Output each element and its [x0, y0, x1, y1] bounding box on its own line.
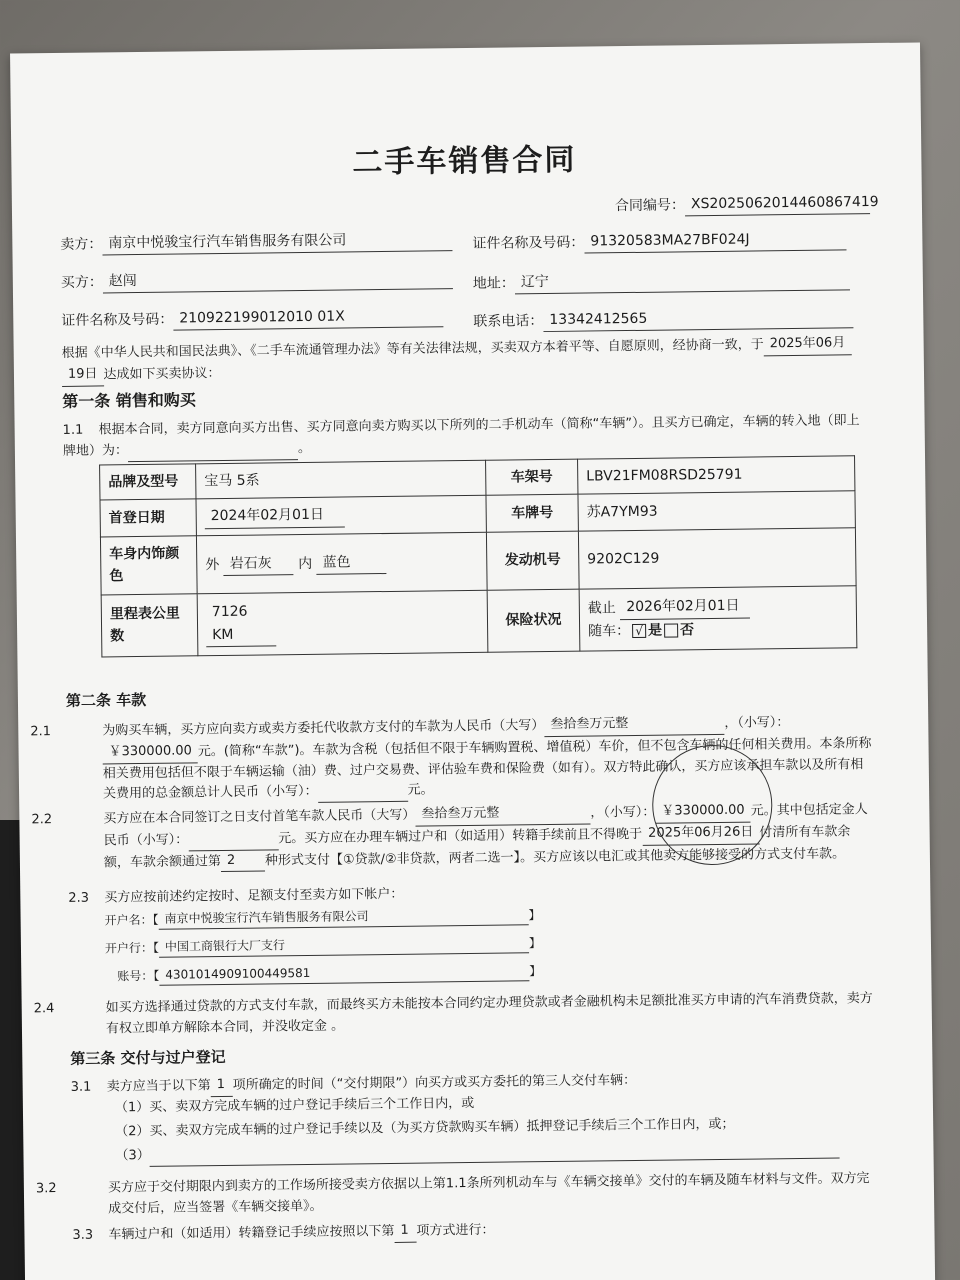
document-title: 二手车销售合同 — [352, 142, 577, 181]
seller-value: 南京中悦骏宝行汽车销售服务有限公司 — [102, 228, 452, 256]
clause-1-1 — [63, 411, 868, 462]
buyer-label: 买方： — [60, 274, 103, 291]
clause-3-2-text: 买方应于交付期限内到卖方的工作场所接受卖方依据以上第1.1条所列机动车与《车辆交接单》交付的车辆及随车材料与文件。双方完成交付后，应当签署《车辆交接单》。 — [107, 1171, 870, 1217]
engine-label: 发动机号 — [486, 531, 579, 590]
color-label: 车身内饰颜色 — [100, 536, 197, 595]
exterior-prefix: 外 — [205, 556, 220, 573]
account-bank-value: 中国工商银行大厂支行 — [159, 933, 529, 958]
page-content — [30, 43, 879, 1243]
clause-3-2 — [35, 1169, 877, 1220]
engine-value: 9202C129 — [578, 528, 856, 589]
clause-3-1-item-3-label: （3） — [115, 1147, 150, 1164]
seller-id-row — [472, 227, 846, 255]
contract-page — [10, 42, 935, 1280]
delivery-option: 1 — [211, 1075, 233, 1097]
article-2-title: 第二条 车款 — [65, 690, 147, 710]
clause-2-4 — [33, 989, 875, 1040]
balance-due-date: 2025年06月26日 — [642, 822, 759, 845]
clause-3-2-number: 3.2 — [35, 1181, 57, 1197]
total-lower-amount: ￥330000.00 — [102, 741, 198, 764]
contract-number — [614, 191, 879, 218]
mileage-label: 里程表公里数 — [101, 594, 198, 657]
intro-date-b: 19日 — [62, 364, 104, 386]
intro-date-a: 2025年06月 — [764, 333, 852, 356]
clause-2-2-text-f: 种形式支付【①贷款/②非贷款，两者二选一】。买方应该以电汇或其他卖方能够接受的方式支付车款。 — [264, 846, 846, 869]
clause-2-1-text-b: ，（小写）： — [724, 715, 790, 731]
phone-label: 联系电话： — [473, 313, 544, 330]
insurance-with-car-line — [588, 617, 848, 643]
insurance-label: 保险状况 — [487, 589, 580, 652]
clause-2-2 — [31, 799, 873, 874]
vin-label: 车架号 — [486, 459, 578, 496]
insurance-cell — [579, 586, 857, 651]
clause-3-1-item-2: （2）买、卖双方完成车辆的过户登记手续以及（为买方贷款购买车辆）抵押登记手续后三个工作日内，或； — [115, 1116, 735, 1140]
mileage-cell — [197, 590, 488, 656]
intro-tail: 达成如下买卖协议： — [103, 365, 221, 383]
clause-3-3-number: 3.3 — [72, 1227, 94, 1243]
clause-1-1-number: 1.1 — [62, 422, 84, 438]
clause-3-3-text-a: 车辆过户和（如适用）转籍登记手续应按照以下第 — [108, 1223, 395, 1243]
brand-value: 宝马 5系 — [196, 460, 486, 499]
intro-text: 根据《中华人民共和国民法典》、《二手车流通管理办法》等有关法律法规，买卖双方本着平等、自愿原则，经协商一致，于 — [61, 337, 764, 361]
seller-id-value: 91320583MA27BF024J — [584, 227, 846, 254]
address-label: 地址： — [472, 275, 515, 292]
total-fees-field — [318, 784, 408, 803]
transfer-option: 1 — [394, 1221, 416, 1243]
yes-label: 是 — [648, 622, 663, 639]
clause-3-1-item-3 — [115, 1138, 839, 1168]
account-name-value: 南京中悦骏宝行汽车销售服务有限公司 — [159, 905, 529, 930]
bracket-close: 】 — [528, 908, 541, 923]
address-row — [473, 267, 850, 295]
reg-date-value: 2024年02月01日 — [205, 504, 345, 529]
table-row — [101, 586, 857, 657]
no-label: 否 — [680, 622, 695, 639]
insurance-until-line — [588, 594, 848, 621]
reg-date-label: 首登日期 — [100, 499, 196, 537]
bracket-close: 】 — [529, 964, 542, 979]
yes-checkbox[interactable]: √ — [632, 624, 646, 638]
clause-2-1-text-a: 为购买车辆，买方应向卖方或卖方委托代收款方支付的车款为人民币（大写） — [102, 718, 545, 739]
clause-3-1-item-3-field — [150, 1140, 840, 1166]
clause-2-1-number: 2.1 — [30, 724, 52, 740]
buyer-id-label: 证件名称及号码： — [61, 311, 174, 329]
reg-date-cell — [196, 496, 486, 536]
buyer-id-value: 210922199012010 01X — [173, 304, 443, 331]
address-value: 辽宁 — [515, 267, 850, 294]
deposit-field — [188, 832, 278, 851]
account-number-label: 账号：【 — [117, 968, 160, 984]
clause-2-2-text-e: 付清所有车款余额，车款余额通过第 — [103, 824, 851, 871]
with-car-label: 随车： — [588, 622, 631, 640]
table-row — [100, 528, 856, 595]
payment-option: 2 — [221, 850, 265, 872]
phone-row — [473, 305, 853, 333]
vehicle-info-table — [99, 455, 857, 657]
clause-2-3-number: 2.3 — [68, 890, 90, 906]
clause-2-2-text-c: 元。其中包括定金人民币（小写）： — [103, 802, 868, 849]
clause-2-3-text: 买方应按前述约定按时、足额支付至卖方如下帐户： — [104, 886, 404, 906]
seller-row — [60, 228, 452, 256]
clause-3-3-text-b: 项方式进行： — [416, 1222, 495, 1239]
account-name-label: 开户名：【 — [104, 912, 159, 928]
first-payment-lower: ￥330000.00 — [655, 801, 751, 824]
register-place-field — [128, 442, 298, 462]
account-number-value: 4301014909100449581 — [159, 961, 529, 986]
seller-label: 卖方： — [60, 236, 103, 253]
vin-value: LBV21FM08RSD25791 — [578, 456, 855, 495]
clause-3-1-number: 3.1 — [70, 1079, 92, 1095]
clause-3-1-text-a: 卖方应当于以下第 — [106, 1078, 211, 1095]
insurance-until-prefix: 截止 — [587, 600, 616, 617]
clause-2-1-text-d: 元。 — [407, 782, 434, 799]
buyer-value: 赵闯 — [103, 266, 453, 294]
account-bank-label: 开户行：【 — [104, 940, 160, 956]
clause-3-3 — [72, 1215, 877, 1247]
clause-2-2-text-a: 买方应在本合同签订之日支付首笔车款人民币（大写） — [103, 807, 416, 827]
clause-3-1-item-1: （1）买、卖双方完成车辆的过户登记手续后三个工作日内，或 — [114, 1095, 475, 1116]
clause-2-2-number: 2.2 — [31, 812, 53, 828]
buyer-row — [61, 266, 453, 294]
exterior-color: 岩石灰 — [224, 552, 294, 576]
plate-label: 车牌号 — [486, 495, 578, 533]
clause-3-1-text-b: 项所确定的时间（“交付期限”）向买方或买方委托的第三人交付车辆： — [232, 1072, 637, 1093]
interior-color: 蓝色 — [316, 551, 386, 575]
contract-number-value: XS2025062014460867419 — [685, 191, 870, 217]
color-cell — [196, 532, 487, 594]
seller-id-label: 证件名称及号码： — [472, 234, 585, 252]
bracket-close: 】 — [528, 936, 542, 951]
insurance-until-value: 2026年02月01日 — [620, 595, 750, 620]
article-1-title: 第一条 销售和购买 — [62, 390, 196, 411]
contract-number-label: 合同编号： — [614, 197, 686, 215]
account-name-row — [105, 905, 541, 931]
clause-2-2-text-d: 元。买方应在办理车辆过户和（如适用）转籍手续前且不得晚于 — [278, 826, 643, 847]
clause-2-1-text-c: 元。(简称“车款”)。车款为含税（包括但不限于车辆购置税、增值税）车价，但不包含车辆的任何相关费用。本条所称相关费用包括但不限于车辆运输（油）费、过户交易费、评估验车费和保险费（如有）。双方特此确认，买方应该承担车款以及所有相关费用的总金额总计人民币（小写）： — [102, 735, 872, 802]
brand-label: 品牌及型号 — [100, 464, 196, 501]
clause-2-4-number: 2.4 — [33, 1001, 55, 1017]
account-bank-row — [105, 933, 541, 959]
mileage-value: 7126 KM — [206, 601, 277, 648]
intro-paragraph — [62, 333, 867, 386]
article-3-title: 第三条 交付与过户登记 — [70, 1048, 226, 1068]
clause-1-1-end: 。 — [297, 440, 312, 456]
clause-2-4-text: 如买方选择通过贷款的方式支付车款，而最终买方未能按本合同约定办理贷款或者金融机构未足额批准买方申请的汽车消费贷款，卖方有权立即单方解除本合同，并没收定金 。 — [105, 991, 873, 1037]
first-payment-upper: 叁拾叁万元整 — [415, 803, 590, 827]
buyer-id-row — [61, 304, 443, 332]
phone-value: 13342412565 — [543, 305, 853, 332]
no-checkbox[interactable] — [664, 623, 678, 637]
account-number-row — [117, 961, 541, 986]
plate-value: 苏A7YM93 — [578, 491, 855, 531]
clause-1-1-text: 根据本合同，卖方同意向买方出售、买方同意向卖方购买以下所列的二手机动车（简称“车辆”）。且买方已确定，车辆的转入地（即上牌地）为： — [62, 413, 860, 459]
interior-prefix: 内 — [298, 555, 313, 572]
clause-2-2-text-b: ，（小写）： — [590, 804, 656, 821]
total-upper-amount: 叁拾叁万元整 — [544, 713, 724, 737]
